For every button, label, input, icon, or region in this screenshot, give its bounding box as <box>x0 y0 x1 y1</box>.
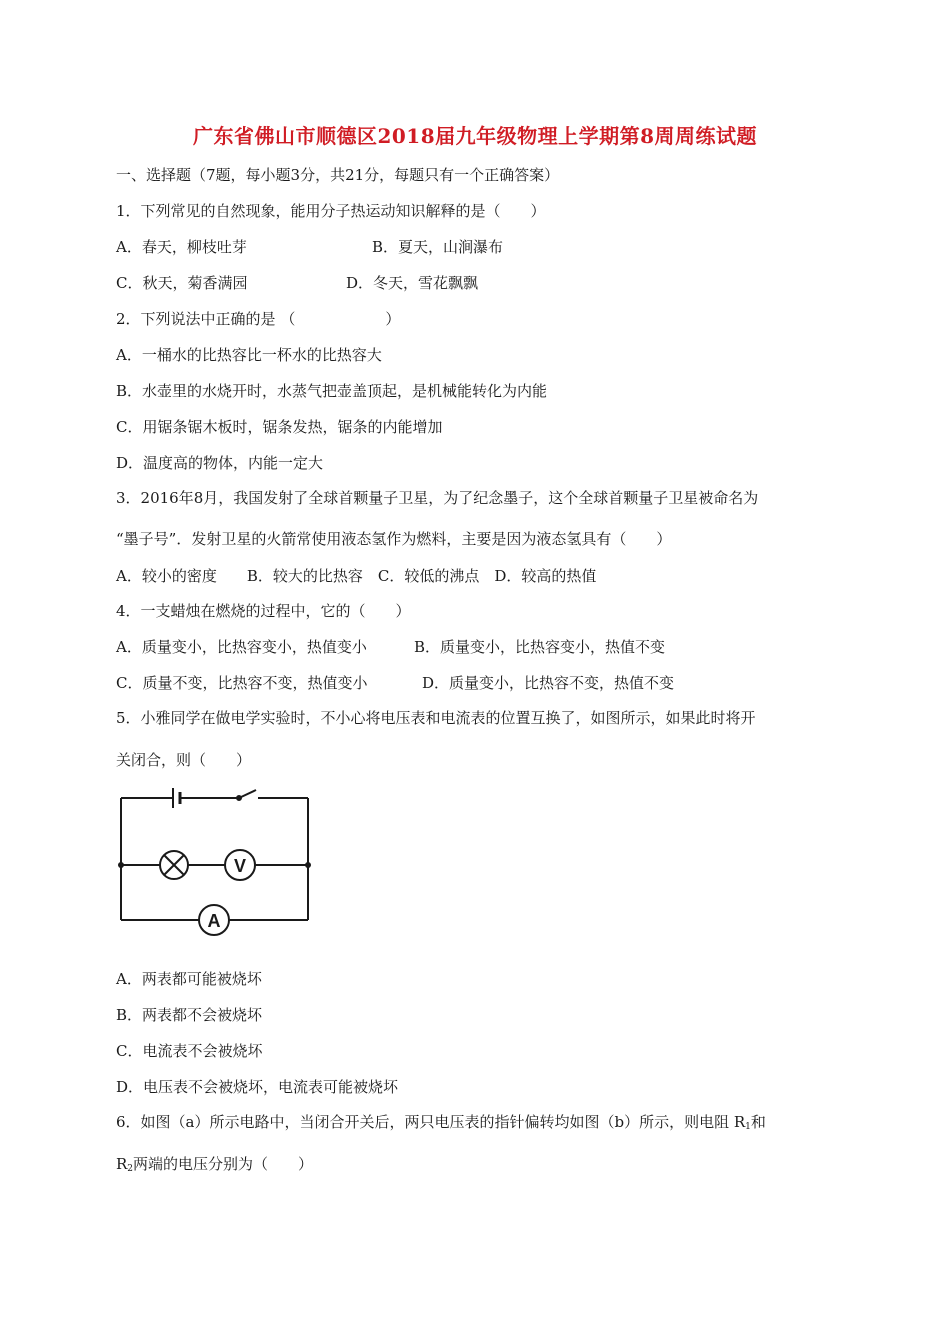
q3-stem-line1: 3．2016年8月，我国发射了全球首颗量子卫星，为了纪念墨子，这个全球首颗量子卫星被命名为 <box>116 489 759 507</box>
q5-stem-line1: 5．小雅同学在做电学实验时，不小心将电压表和电流表的位置互换了，如图所示，如果此时将开 <box>116 709 756 727</box>
q2-option-a: A．一桶水的比热容比一杯水的比热容大 <box>116 346 382 364</box>
q5-stem-line2: 关闭合，则（ ） <box>116 751 252 769</box>
section-heading: 一、选择题（7题，每小题3分，共21分，每题只有一个正确答案） <box>116 166 560 184</box>
switch-blade <box>239 790 256 798</box>
page-title: 广东省佛山市顺德区2018届九年级物理上学期第8周周练试题 <box>192 124 758 148</box>
q4-option-a: A．质量变小，比热容变小，热值变小 <box>116 638 367 656</box>
q5-option-c: C．电流表不会被烧坏 <box>116 1042 263 1060</box>
q4-stem: 4．一支蜡烛在燃烧的过程中，它的（ ） <box>116 602 411 620</box>
q6-stem-line1-text: 6．如图（a）所示电路中，当闭合开关后，两只电压表的指针偏转均如图（b）所示，则电阻 R <box>116 1113 746 1131</box>
q1-stem: 1．下列常见的自然现象，能用分子热运动知识解释的是（ ） <box>116 202 546 220</box>
q2-option-b: B．水壶里的水烧开时，水蒸气把壶盖顶起，是机械能转化为内能 <box>116 382 548 400</box>
q6-stem-line2-text: 两端的电压分别为（ ） <box>133 1155 314 1173</box>
q1-option-b: B．夏天，山涧瀑布 <box>372 238 504 256</box>
q1-option-d: D．冬天，雪花飘飘 <box>346 274 479 292</box>
r2-subscript: 2 <box>127 1164 134 1174</box>
r2-symbol: R <box>116 1155 128 1173</box>
junction-right <box>305 862 311 868</box>
q6-stem-line2 <box>116 1153 313 1174</box>
ammeter-label: A <box>207 911 221 931</box>
q5-option-d: D．电压表不会被烧坏，电流表可能被烧坏 <box>116 1078 399 1096</box>
q5-option-a: A．两表都可能被烧坏 <box>116 970 262 988</box>
q6-stem-line1-end: 和 <box>750 1113 766 1131</box>
q1-option-a: A．春天，柳枝吐芽 <box>116 238 247 256</box>
junction-left <box>118 862 124 868</box>
q6-stem-line1 <box>116 1111 766 1132</box>
q2-option-d: D．温度高的物体，内能一定大 <box>116 454 324 472</box>
q5-circuit-diagram <box>110 780 320 940</box>
q2-stem: 2．下列说法中正确的是 （ ） <box>116 310 401 328</box>
voltmeter-label: V <box>233 856 247 876</box>
q3-options: A．较小的密度 B．较大的比热容 C．较低的沸点 D．较高的热值 <box>116 567 597 585</box>
q3-stem-line2: “墨子号”．发射卫星的火箭常使用液态氢作为燃料，主要是因为液态氢具有（ ） <box>116 530 672 548</box>
q1-option-c: C．秋天，菊香满园 <box>116 274 248 292</box>
q4-option-b: B．质量变小，比热容变小，热值不变 <box>414 638 666 656</box>
q2-option-c: C．用锯条锯木板时，锯条发热，锯条的内能增加 <box>116 418 443 436</box>
r1-subscript: 1 <box>745 1122 751 1132</box>
q4-option-d: D．质量变小，比热容不变，热值不变 <box>422 674 675 692</box>
q4-option-c: C．质量不变，比热容不变，热值变小 <box>116 674 368 692</box>
q5-option-b: B．两表都不会被烧坏 <box>116 1006 263 1024</box>
